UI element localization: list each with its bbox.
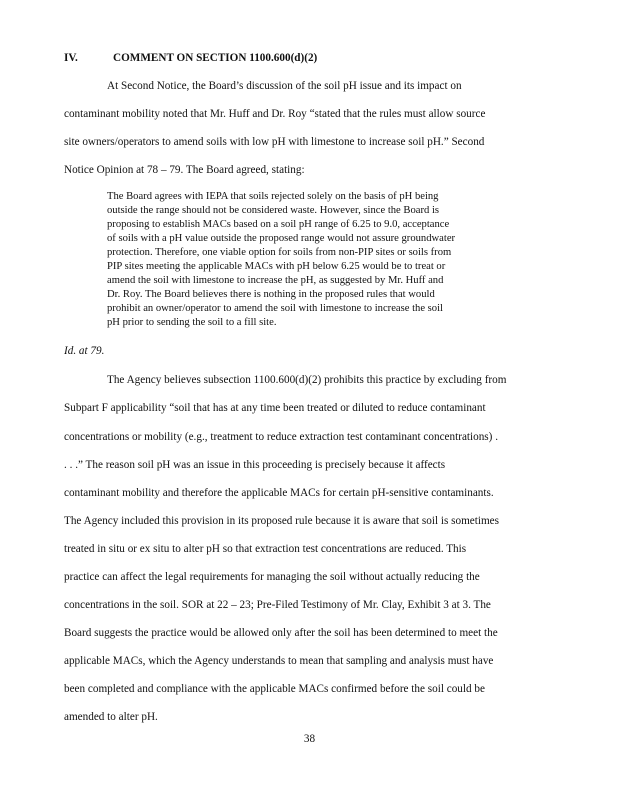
paragraph-2-line: contaminant mobility and therefore the applicable MACs for certain pH-sensitive contaminants. <box>64 487 494 499</box>
block-quote-line: prohibit an owner/operator to amend the soil with limestone to increase the soil <box>107 303 443 314</box>
paragraph-1-line: contaminant mobility noted that Mr. Huff and Dr. Roy “stated that the rules must allow source <box>64 108 486 120</box>
citation: Id. at 79. <box>64 345 105 357</box>
paragraph-2-line: concentrations in the soil. SOR at 22 – 23; Pre-Filed Testimony of Mr. Clay, Exhibit 3 at 3. The <box>64 599 491 611</box>
paragraph-2-line: The Agency believes subsection 1100.600(d)(2) prohibits this practice by excluding from <box>107 374 507 386</box>
page-number: 38 <box>303 733 316 745</box>
block-quote-line: of soils with a pH value outside the proposed range would not assure groundwater <box>107 233 456 244</box>
paragraph-2-line: Board suggests the practice would be allowed only after the soil has been determined to meet the <box>64 627 498 639</box>
paragraph-2-line: treated in situ or ex situ to alter pH so that extraction test concentrations are reduced. This <box>64 543 467 555</box>
block-quote-line: PIP sites meeting the applicable MACs with pH below 6.25 would be to treat or <box>107 261 446 272</box>
block-quote-line: protection. Therefore, one viable option for soils from non-PIP sites or soils from <box>107 247 452 258</box>
paragraph-2-line: Subpart F applicability “soil that has at any time been treated or diluted to reduce contaminant <box>64 402 486 414</box>
block-quote-line: The Board agrees with IEPA that soils rejected solely on the basis of pH being <box>107 191 439 202</box>
paragraph-2-line: amended to alter pH. <box>64 711 158 723</box>
paragraph-2-line: applicable MACs, which the Agency understands to mean that sampling and analysis must have <box>64 655 494 667</box>
paragraph-2-line: practice can affect the legal requirements for managing the soil without actually reducing the <box>64 571 480 583</box>
section-number: IV. <box>64 52 78 64</box>
paragraph-1-line: site owners/operators to amend soils with low pH with limestone to increase soil pH.” Second <box>64 136 485 148</box>
paragraph-2-line: been completed and compliance with the applicable MACs confirmed before the soil could be <box>64 683 485 695</box>
block-quote-line: amend the soil with limestone to increase the pH, as suggested by Mr. Huff and <box>107 275 444 286</box>
block-quote-line: outside the range should not be considered waste. However, since the Board is <box>107 205 440 216</box>
paragraph-1-line: At Second Notice, the Board’s discussion of the soil pH issue and its impact on <box>107 80 462 92</box>
paragraph-2-line: . . .” The reason soil pH was an issue in this proceeding is precisely because it affects <box>64 459 446 471</box>
paragraph-2-line: concentrations or mobility (e.g., treatment to reduce extraction test contaminant concentrations) . <box>64 431 498 443</box>
section-heading: COMMENT ON SECTION 1100.600(d)(2) <box>113 52 318 64</box>
paragraph-1-line: Notice Opinion at 78 – 79. The Board agreed, stating: <box>64 164 305 176</box>
block-quote-line: pH prior to sending the soil to a fill site. <box>107 317 277 328</box>
block-quote-line: Dr. Roy. The Board believes there is nothing in the proposed rules that would <box>107 289 435 300</box>
paragraph-2-line: The Agency included this provision in its proposed rule because it is aware that soil is sometimes <box>64 515 499 527</box>
block-quote-line: proposing to establish MACs based on a soil pH range of 6.25 to 9.0, acceptance <box>107 219 450 230</box>
